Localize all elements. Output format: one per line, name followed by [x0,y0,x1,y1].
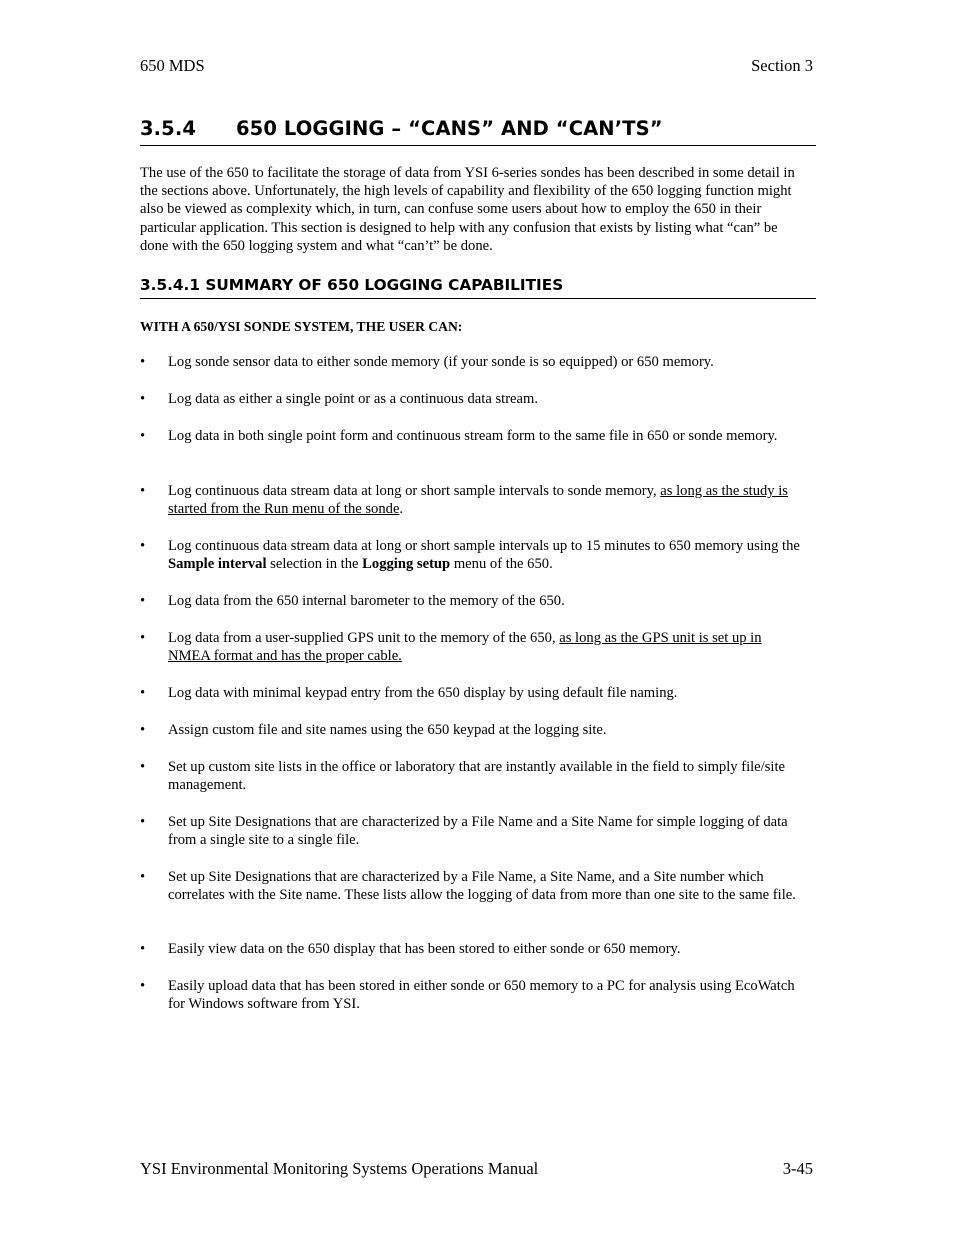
intro-paragraph: The use of the 650 to facilitate the storage of data from YSI 6-series sondes has been described in some detail in the sections above. Unfortunately, the high levels of capability and flexibility of the 650 logging function might also be viewed as complexity which, in turn, can confuse some users about how to employ the 650 in their particular application. This section is designed to help with any confusion that exists by listing what “can” be done with the 650 logging system and what “can’t” be done. [140,165,795,254]
list-item: • Log data with minimal keypad entry from the 650 display by using default file naming. [140,685,678,701]
bullet-icon: • [140,354,146,370]
bullet-icon: • [140,869,146,885]
section-heading [140,117,816,146]
list-item: • Log data from the 650 internal barometer to the memory of the 650. [140,593,565,609]
underlined-condition: as long as the GPS unit is set up in NMEA format and has the proper cable. [168,630,762,664]
section-number: 3.5.4 [140,117,197,140]
header-product: 650 MDS [140,56,205,75]
list-item: • Set up Site Designations that are characterized by a File Name and a Site Name for simple logging of data from a single site to a single file. [140,814,788,848]
underlined-condition: as long as the study is started from the Run menu of the sonde [168,483,788,517]
bullet-icon: • [140,428,146,444]
list-item: • Log data in both single point form and continuous stream form to the same file in 650 or sonde memory. [140,428,778,444]
list-item: • Log continuous data stream data at long or short sample intervals to sonde memory, as long as the study is started from the Run menu of the sonde. [140,483,788,517]
page-number: 3-45 [782,1159,813,1178]
capabilities-lead: WITH A 650/YSI SONDE SYSTEM, THE USER CAN: [140,319,463,334]
menu-term-sample-interval: Sample interval [168,555,267,572]
bullet-icon: • [140,759,146,775]
list-item: • Log data from a user-supplied GPS unit to the memory of the 650, as long as the GPS unit is set up in NMEA format and has the proper cable. [140,630,762,664]
bullet-icon: • [140,630,146,646]
bullet-icon: • [140,722,146,738]
bullet-icon: • [140,391,146,407]
bullet-icon: • [140,538,146,554]
bullet-icon: • [140,593,146,609]
bullet-icon: • [140,978,146,994]
list-item: • Assign custom file and site names using the 650 keypad at the logging site. [140,722,607,738]
header-section: Section 3 [751,56,813,75]
bullet-icon: • [140,483,146,499]
list-item: • Easily view data on the 650 display that has been stored to either sonde or 650 memory. [140,941,681,957]
list-item: • Set up custom site lists in the office or laboratory that are instantly available in the field to simply file/site management. [140,759,785,793]
bullet-icon: • [140,941,146,957]
list-item: • Log continuous data stream data at long or short sample intervals up to 15 minutes to 650 memory using the Sample interval selection in the Logging setup menu of the 650. [140,538,800,572]
list-item: • Log sonde sensor data to either sonde memory (if your sonde is so equipped) or 650 memory. [140,354,714,370]
subsection-heading: 3.5.4.1 SUMMARY OF 650 LOGGING CAPABILITIES [140,276,816,299]
list-item: • Easily upload data that has been stored in either sonde or 650 memory to a PC for analysis using EcoWatch for Windows software from YSI. [140,978,795,1012]
bullet-icon: • [140,814,146,830]
menu-term-logging-setup: Logging setup [362,555,451,572]
list-item: • Set up Site Designations that are characterized by a File Name, a Site Name, and a Site number which correlates with the Site name. These lists allow the logging of data from more than one site to the same file. [140,869,796,903]
list-item: • Log data as either a single point or as a continuous data stream. [140,391,539,407]
section-title: 650 LOGGING – “CANS” AND “CAN’TS” [236,117,663,140]
bullet-icon: • [140,685,146,701]
footer-manual-title: YSI Environmental Monitoring Systems Operations Manual [140,1159,539,1178]
